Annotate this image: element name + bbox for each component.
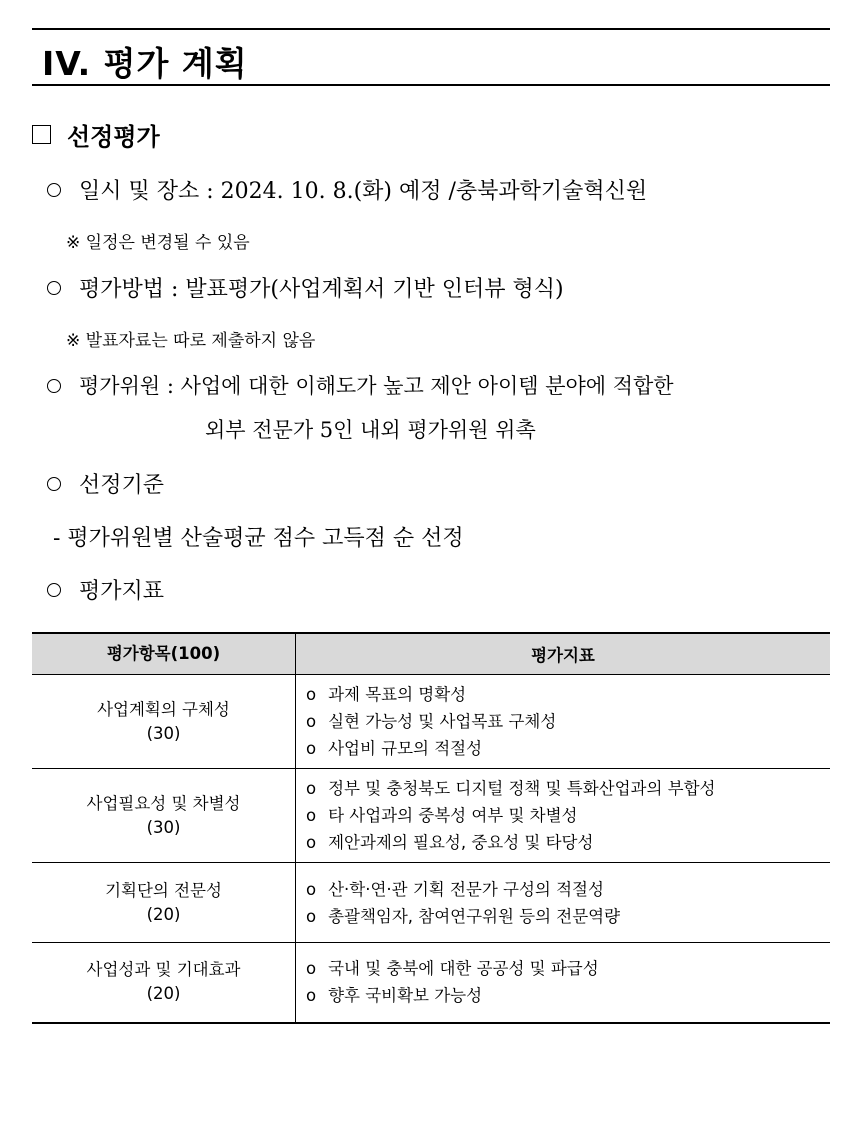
criteria-text: 선정기준 <box>79 473 165 498</box>
method-note: ※ 발표자료는 따로 제출하지 않음 <box>66 331 316 351</box>
section-header <box>32 118 160 150</box>
method-line <box>47 272 564 303</box>
circle-bullet-icon: o <box>306 986 317 1006</box>
schedule-line <box>47 174 647 205</box>
indicator-cell <box>296 769 831 863</box>
evaluation-table <box>32 632 830 1024</box>
item-score: (30) <box>146 817 181 837</box>
table-row <box>32 943 830 1023</box>
header-indicator: 평가지표 <box>296 633 831 675</box>
circle-bullet-icon <box>47 379 61 393</box>
method-text: 평가방법 : 발표평가(사업계획서 기반 인터뷰 형식) <box>79 277 564 302</box>
item-name: 사업필요성 및 차별성 <box>86 793 241 813</box>
circle-bullet-icon: o <box>306 779 317 798</box>
indicator-item: o 국내 및 충북에 대한 공공성 및 파급성 <box>306 959 599 979</box>
criteria-line <box>47 468 164 499</box>
circle-bullet-icon <box>47 477 61 491</box>
circle-bullet-icon: o <box>306 685 317 704</box>
circle-bullet-icon: o <box>306 879 317 899</box>
committee-text-2: 외부 전문가 5인 내외 평가위원 위촉 <box>205 418 536 442</box>
indicator-item: o 산·학·연·관 기획 전문가 구성의 적절성 <box>306 879 604 899</box>
table-row <box>32 769 830 863</box>
indicator-item: o 향후 국비확보 가능성 <box>306 986 483 1006</box>
schedule-note: ※ 일정은 변경될 수 있음 <box>66 233 250 253</box>
indicator-item: o 사업비 규모의 적절성 <box>306 739 483 758</box>
indicator-item: o 타 사업과의 중복성 여부 및 차별성 <box>306 806 578 825</box>
circle-bullet-icon: o <box>306 712 317 731</box>
section-title: 선정평가 <box>67 121 160 151</box>
circle-bullet-icon: o <box>306 959 317 979</box>
title-bar <box>32 28 830 86</box>
indicator-item: o 실현 가능성 및 사업목표 구체성 <box>306 712 557 731</box>
indicator-item: o 제안과제의 필요성, 중요성 및 타당성 <box>306 833 594 852</box>
item-score: (20) <box>146 904 181 924</box>
item-name: 사업계획의 구체성 <box>97 699 230 719</box>
item-cell <box>32 769 296 863</box>
circle-bullet-icon <box>47 183 61 197</box>
indicator-item: o 총괄책임자, 참여연구위원 등의 전문역량 <box>306 906 621 926</box>
committee-text-1: 평가위원 : 사업에 대한 이해도가 높고 제안 아이템 분야에 적합한 <box>79 374 674 398</box>
schedule-text: 일시 및 장소 : 2024. 10. 8.(화) 예정 /충북과학기술혁신원 <box>79 179 648 204</box>
item-score: (30) <box>146 723 181 743</box>
square-bullet-icon <box>32 125 51 144</box>
table-row <box>32 675 830 769</box>
criteria-detail: - 평가위원별 산술평균 점수 고득점 순 선정 <box>53 526 464 551</box>
circle-bullet-icon <box>47 583 61 597</box>
circle-bullet-icon <box>47 281 61 295</box>
committee-line <box>47 370 674 400</box>
item-score: (20) <box>146 984 181 1004</box>
table-row <box>32 863 830 943</box>
header-item: 평가항목(100) <box>32 633 296 675</box>
circle-bullet-icon: o <box>306 833 317 852</box>
item-name: 사업성과 및 기대효과 <box>86 960 241 980</box>
indicator-cell <box>296 675 831 769</box>
item-name: 기획단의 전문성 <box>105 880 222 900</box>
page-title: IV. 평가 계획 <box>42 44 248 83</box>
indicator-cell <box>296 863 831 943</box>
indicator-cell <box>296 943 831 1023</box>
circle-bullet-icon: o <box>306 806 317 825</box>
indicators-text: 평가지표 <box>79 579 165 604</box>
item-cell <box>32 863 296 943</box>
circle-bullet-icon: o <box>306 906 317 926</box>
item-cell <box>32 675 296 769</box>
item-cell <box>32 943 296 1023</box>
circle-bullet-icon: o <box>306 739 317 758</box>
indicator-item: o 과제 목표의 명확성 <box>306 685 467 704</box>
indicator-item: o 정부 및 충청북도 디지털 정책 및 특화산업과의 부합성 <box>306 779 716 798</box>
indicators-line <box>47 574 164 605</box>
table-header-row <box>32 633 830 675</box>
